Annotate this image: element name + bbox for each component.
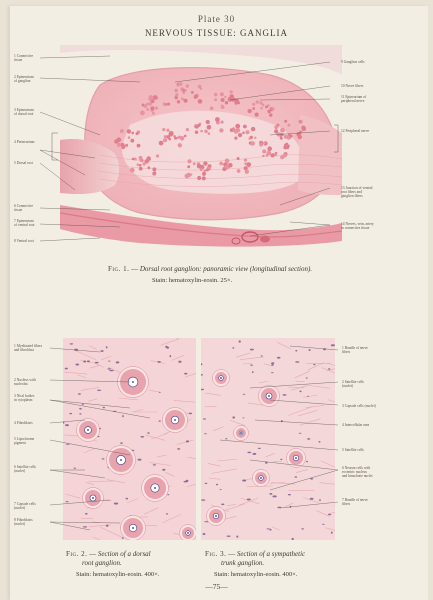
figure-1-number: Fig. 1. [107,265,130,273]
fig3-label-1: 1 Bundle of nerve fibers [342,346,368,355]
fig1-label-3: 3 Epineurium of dorsal root [14,108,34,117]
fig2-label-7: 7 Capsule cells (nuclei) [14,502,36,511]
fig2-label-1: 1 Myelinated fibers and fibroblast [14,344,43,353]
figure-3-stain: Stain: hematoxylin-eosin. 400×. [214,571,298,578]
fig3-label-4: 4 Intercellular area [342,423,370,427]
fig2-label-5: 5 Lipochrome pigment [14,437,35,446]
plate-title: NERVOUS TISSUE: GANGLIA [144,28,289,38]
fig1-label-8: 8 Ventral root [14,239,34,243]
plate-number: Plate 30 [197,14,236,24]
figure-2-stain: Stain: hematoxylin-eosin. 400×. [76,571,160,578]
figure-2-number: Fig. 2. [66,550,88,558]
fig1-label-7: 7 Epineurium of ventral root [14,219,35,228]
figure-1-stain: Stain: hematoxylin-eosin. 25×. [152,277,233,284]
figure-3-number: Fig. 3. [205,550,227,558]
figure-3-caption: Fig. 3. — Section of a sympathetic trunk ganglion. [205,550,306,567]
figure-2-caption-line-2: root ganglion. [82,559,122,567]
fig2-label-8: 8 Fibroblasts (nuclei) [14,518,33,527]
figure-2-caption: Fig. 2. — Section of a dorsal root ganglion. [66,550,151,567]
fig1-label-9: 9 Ganglion cells [341,60,365,64]
fig3-label-3: 3 Capsule cells (nuclei) [342,404,376,408]
fig3-label-5: 5 Satellite cells [342,448,364,452]
fig2-label-4: 4 Fibroblasts [14,421,33,425]
fig3-label-2: 2 Satellite cells (nuclei) [342,380,364,389]
fig1-label-1: 1 Connective tissue [14,54,34,63]
fig1-label-2: 2 Epineurium of ganglion [14,75,34,84]
fig1-label-13: 13 Junction of ventral root fibers and ganglion fibers [341,186,373,199]
fig1-label-12: 12 Peripheral nerve [341,129,370,133]
figure-3-caption-line-2: trunk ganglion. [221,559,265,567]
fig1-label-10: 10 Nerve fibers [341,84,364,88]
fig1-label-4: 4 Perineurium [14,140,35,144]
figure-2-caption-line-1: Section of a dorsal [97,550,151,558]
page-number: —75— [205,582,228,591]
figure-1-caption: Fig. 1. — Dorsal root ganglion: panoramic view (longitudinal section). [107,265,313,273]
fig3-label-7: 7 Bundle of nerve fibers [342,498,368,507]
figure-1-caption-text: Dorsal root ganglion: panoramic view (longitudinal section). [139,265,313,273]
fig2-label-2: 2 Nucleus with nucleolus [14,378,36,387]
figure-3-caption-line-1: Section of a sympathetic [236,550,306,558]
fig1-label-6: 6 Connective tissue [14,204,34,213]
fig1-label-5: 5 Dorsal root [14,161,33,165]
fig2-label-3: 3 Nissl bodies in cytoplasm [14,394,35,403]
fig2-label-6: 6 Satellite cells (nuclei) [14,465,36,474]
fig1-label-14: 14 Nerves, vein, artery in connective tissue [341,222,374,231]
fig1-label-11: 11 Epineurium of peripheral nerve [341,95,367,104]
fig3-label-6: 6 Neuron cells with eccentric nucleus and binucleate nuclei [342,466,373,479]
